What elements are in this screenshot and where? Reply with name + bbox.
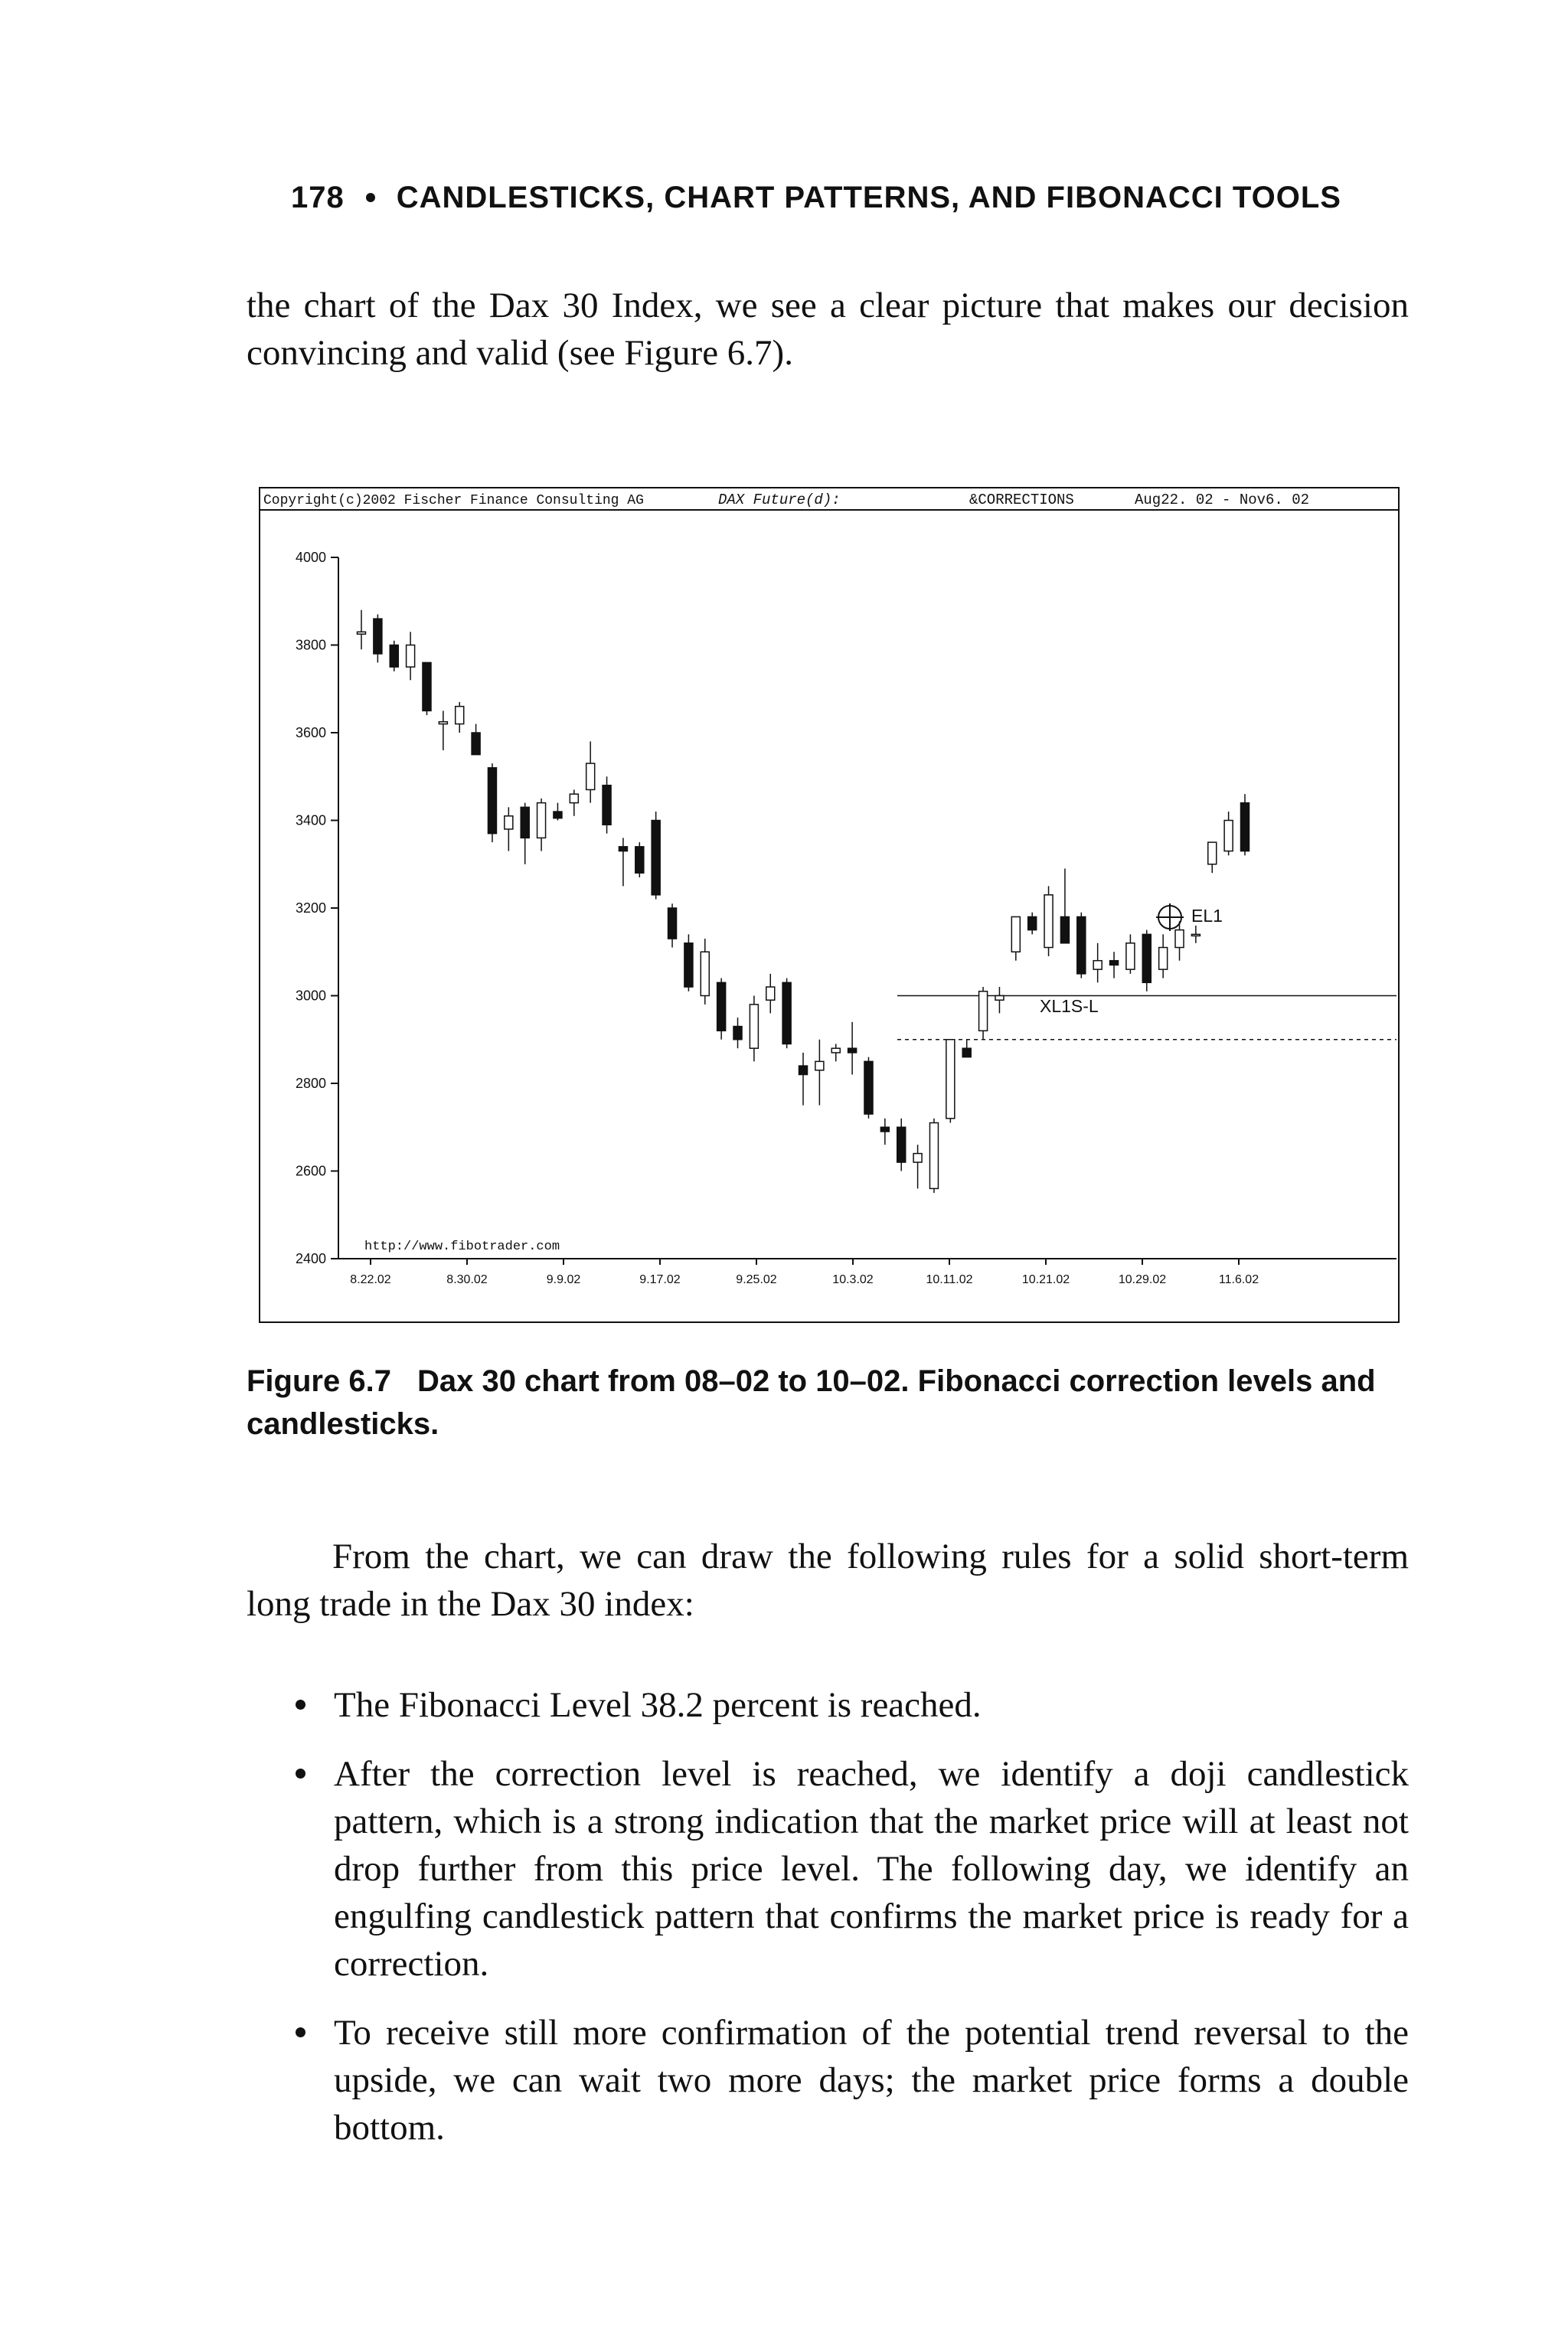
list-item — [247, 1750, 1409, 1988]
candle-body-up — [537, 803, 546, 838]
candle — [1241, 794, 1250, 855]
candle-body-down — [799, 1066, 808, 1074]
candle-body-down — [652, 821, 660, 895]
candle-body-down — [782, 982, 791, 1044]
candle — [423, 662, 431, 715]
page-number: 178 — [291, 181, 345, 214]
list-item — [247, 1681, 1409, 1729]
candle — [1044, 886, 1053, 956]
candle-body-down — [848, 1048, 857, 1053]
candle — [717, 978, 726, 1040]
y-tick-label: 4000 — [295, 550, 326, 565]
x-tick-label: 9.17.02 — [639, 1273, 681, 1286]
candle-body-up — [995, 996, 1004, 1001]
candle-body-down — [684, 943, 693, 987]
candle-body-up — [1191, 934, 1200, 936]
y-tick-label: 3000 — [295, 988, 326, 1004]
candle-body-up — [1208, 842, 1217, 864]
intro-paragraph: the chart of the Dax 30 Index, we see a clear picture that makes our decision convincing and valid (see Figure 6.7). — [247, 286, 1409, 373]
chart-watermark-url: http://www.fibotrader.com — [364, 1240, 560, 1254]
y-tick-label: 3200 — [295, 900, 326, 916]
chart-date-range: Aug22. 02 - Nov6. 02 — [1135, 492, 1310, 508]
x-tick-label: 9.9.02 — [546, 1273, 581, 1286]
candle-body-down — [1142, 934, 1151, 982]
x-tick-label: 8.22.02 — [350, 1273, 391, 1286]
annotation-el1: EL1 — [1191, 906, 1223, 926]
candle-body-down — [472, 733, 480, 755]
candle-body-up — [979, 991, 988, 1031]
candle-body-down — [619, 847, 627, 851]
candle-body-up — [815, 1061, 824, 1070]
candle-body-up — [1044, 895, 1053, 948]
bullet-icon — [296, 1700, 305, 1710]
candle-body-down — [554, 812, 562, 818]
separator-dot-icon — [366, 193, 375, 202]
candle-body-up — [701, 952, 709, 995]
y-tick-label: 2600 — [295, 1163, 326, 1179]
chart-copyright: Copyright(c)2002 Fischer Finance Consulting AG — [263, 493, 644, 508]
chart-border — [260, 488, 1399, 1322]
x-tick-label: 9.25.02 — [736, 1273, 777, 1286]
y-tick-label: 2400 — [295, 1251, 326, 1266]
rules-list — [247, 1681, 1409, 2173]
x-tick-label: 10.21.02 — [1021, 1273, 1070, 1286]
chart-study: &CORRECTIONS — [969, 492, 1074, 508]
candle-body-up — [831, 1048, 840, 1053]
candle-body-up — [1159, 948, 1168, 970]
list-item — [247, 2009, 1409, 2151]
candle-body-down — [521, 807, 529, 838]
y-tick-label: 3400 — [295, 812, 326, 828]
candle — [1142, 930, 1151, 991]
y-tick-label: 2800 — [295, 1076, 326, 1091]
x-tick-label: 10.11.02 — [926, 1273, 973, 1286]
candle — [652, 812, 660, 900]
candle-body-down — [374, 619, 382, 654]
candle-body-up — [1224, 821, 1233, 851]
candle-body-down — [488, 768, 496, 834]
candle-body-down — [603, 786, 611, 825]
candle-body-up — [570, 794, 578, 802]
rule-text: To receive still more confirmation of the potential trend reversal to the upside, we can wait two more days; the market price forms a double bottom. — [334, 2013, 1409, 2148]
running-head — [291, 181, 1341, 215]
candle-body-up — [929, 1123, 938, 1189]
figure-caption — [247, 1360, 1409, 1446]
candle-body-up — [456, 707, 464, 724]
candle — [603, 776, 611, 833]
candle-body-down — [864, 1061, 873, 1114]
rule-text: After the correction level is reached, we identify a doji candlestick pattern, which is a strong indication that the market price will at least not drop further from this price level. The following day, we identify an engulfing candlestick pattern that confirms the market price is ready for a correction. — [334, 1754, 1409, 1984]
candle-body-down — [962, 1048, 971, 1057]
candle-body-up — [1093, 961, 1102, 969]
chart-instrument: DAX Future(d): — [718, 492, 841, 508]
candle-body-down — [1077, 916, 1086, 973]
candle-body-up — [1175, 930, 1184, 948]
candle-body-up — [766, 987, 775, 1000]
x-tick-label: 8.30.02 — [446, 1273, 488, 1286]
candle-body-down — [1028, 916, 1037, 929]
candle-body-down — [668, 908, 677, 939]
candle-body-up — [946, 1040, 955, 1119]
y-tick-label: 3800 — [295, 637, 326, 653]
candle-body-down — [390, 645, 398, 668]
candle — [1077, 913, 1086, 978]
candle — [390, 641, 398, 671]
candle-body-up — [407, 645, 415, 668]
candle-body-up — [1126, 943, 1135, 969]
x-tick-label: 10.3.02 — [832, 1273, 874, 1286]
candle — [684, 934, 693, 991]
x-tick-label: 10.29.02 — [1118, 1273, 1167, 1286]
y-tick-label: 3600 — [295, 725, 326, 740]
candle-body-up — [1011, 916, 1020, 952]
candle — [782, 978, 791, 1049]
candle-body-up — [358, 632, 366, 634]
candle-body-up — [439, 722, 447, 724]
candle-body-down — [717, 982, 726, 1031]
lead-paragraph: From the chart, we can draw the following rules for a solid short-term long trade in the Dax 30 index: — [247, 1537, 1409, 1624]
candle-body-up — [586, 763, 595, 789]
figure-6-7-chart — [259, 487, 1400, 1323]
candle — [946, 1040, 955, 1123]
bullet-icon — [296, 2027, 305, 2037]
bullet-icon — [296, 1769, 305, 1779]
candle-body-down — [423, 662, 431, 710]
candle-body-up — [505, 816, 513, 829]
candlestick-chart — [259, 487, 1400, 1323]
candle — [488, 763, 496, 842]
candle-body-down — [1110, 961, 1119, 965]
annotation-xl1s-l: XL1S-L — [1040, 996, 1099, 1016]
rule-text: The Fibonacci Level 38.2 percent is reached. — [334, 1685, 982, 1725]
candle-body-up — [913, 1154, 922, 1162]
candle-body-down — [733, 1027, 742, 1040]
caption-text: Dax 30 chart from 08–02 to 10–02. Fibonacci correction levels and candlesticks. — [247, 1364, 1376, 1441]
running-title: CANDLESTICKS, CHART PATTERNS, AND FIBONACCI TOOLS — [396, 181, 1341, 214]
x-tick-label: 11.6.02 — [1218, 1273, 1259, 1286]
candle-body-down — [635, 847, 644, 873]
candle-body-down — [1241, 803, 1250, 851]
caption-label: Figure 6.7 — [247, 1364, 391, 1398]
candle-body-down — [897, 1127, 906, 1162]
candle — [635, 842, 644, 877]
candle-body-down — [1060, 916, 1069, 942]
candle-body-up — [750, 1004, 758, 1048]
candle — [929, 1119, 938, 1193]
candle — [864, 1057, 873, 1119]
candle-body-down — [880, 1127, 889, 1132]
